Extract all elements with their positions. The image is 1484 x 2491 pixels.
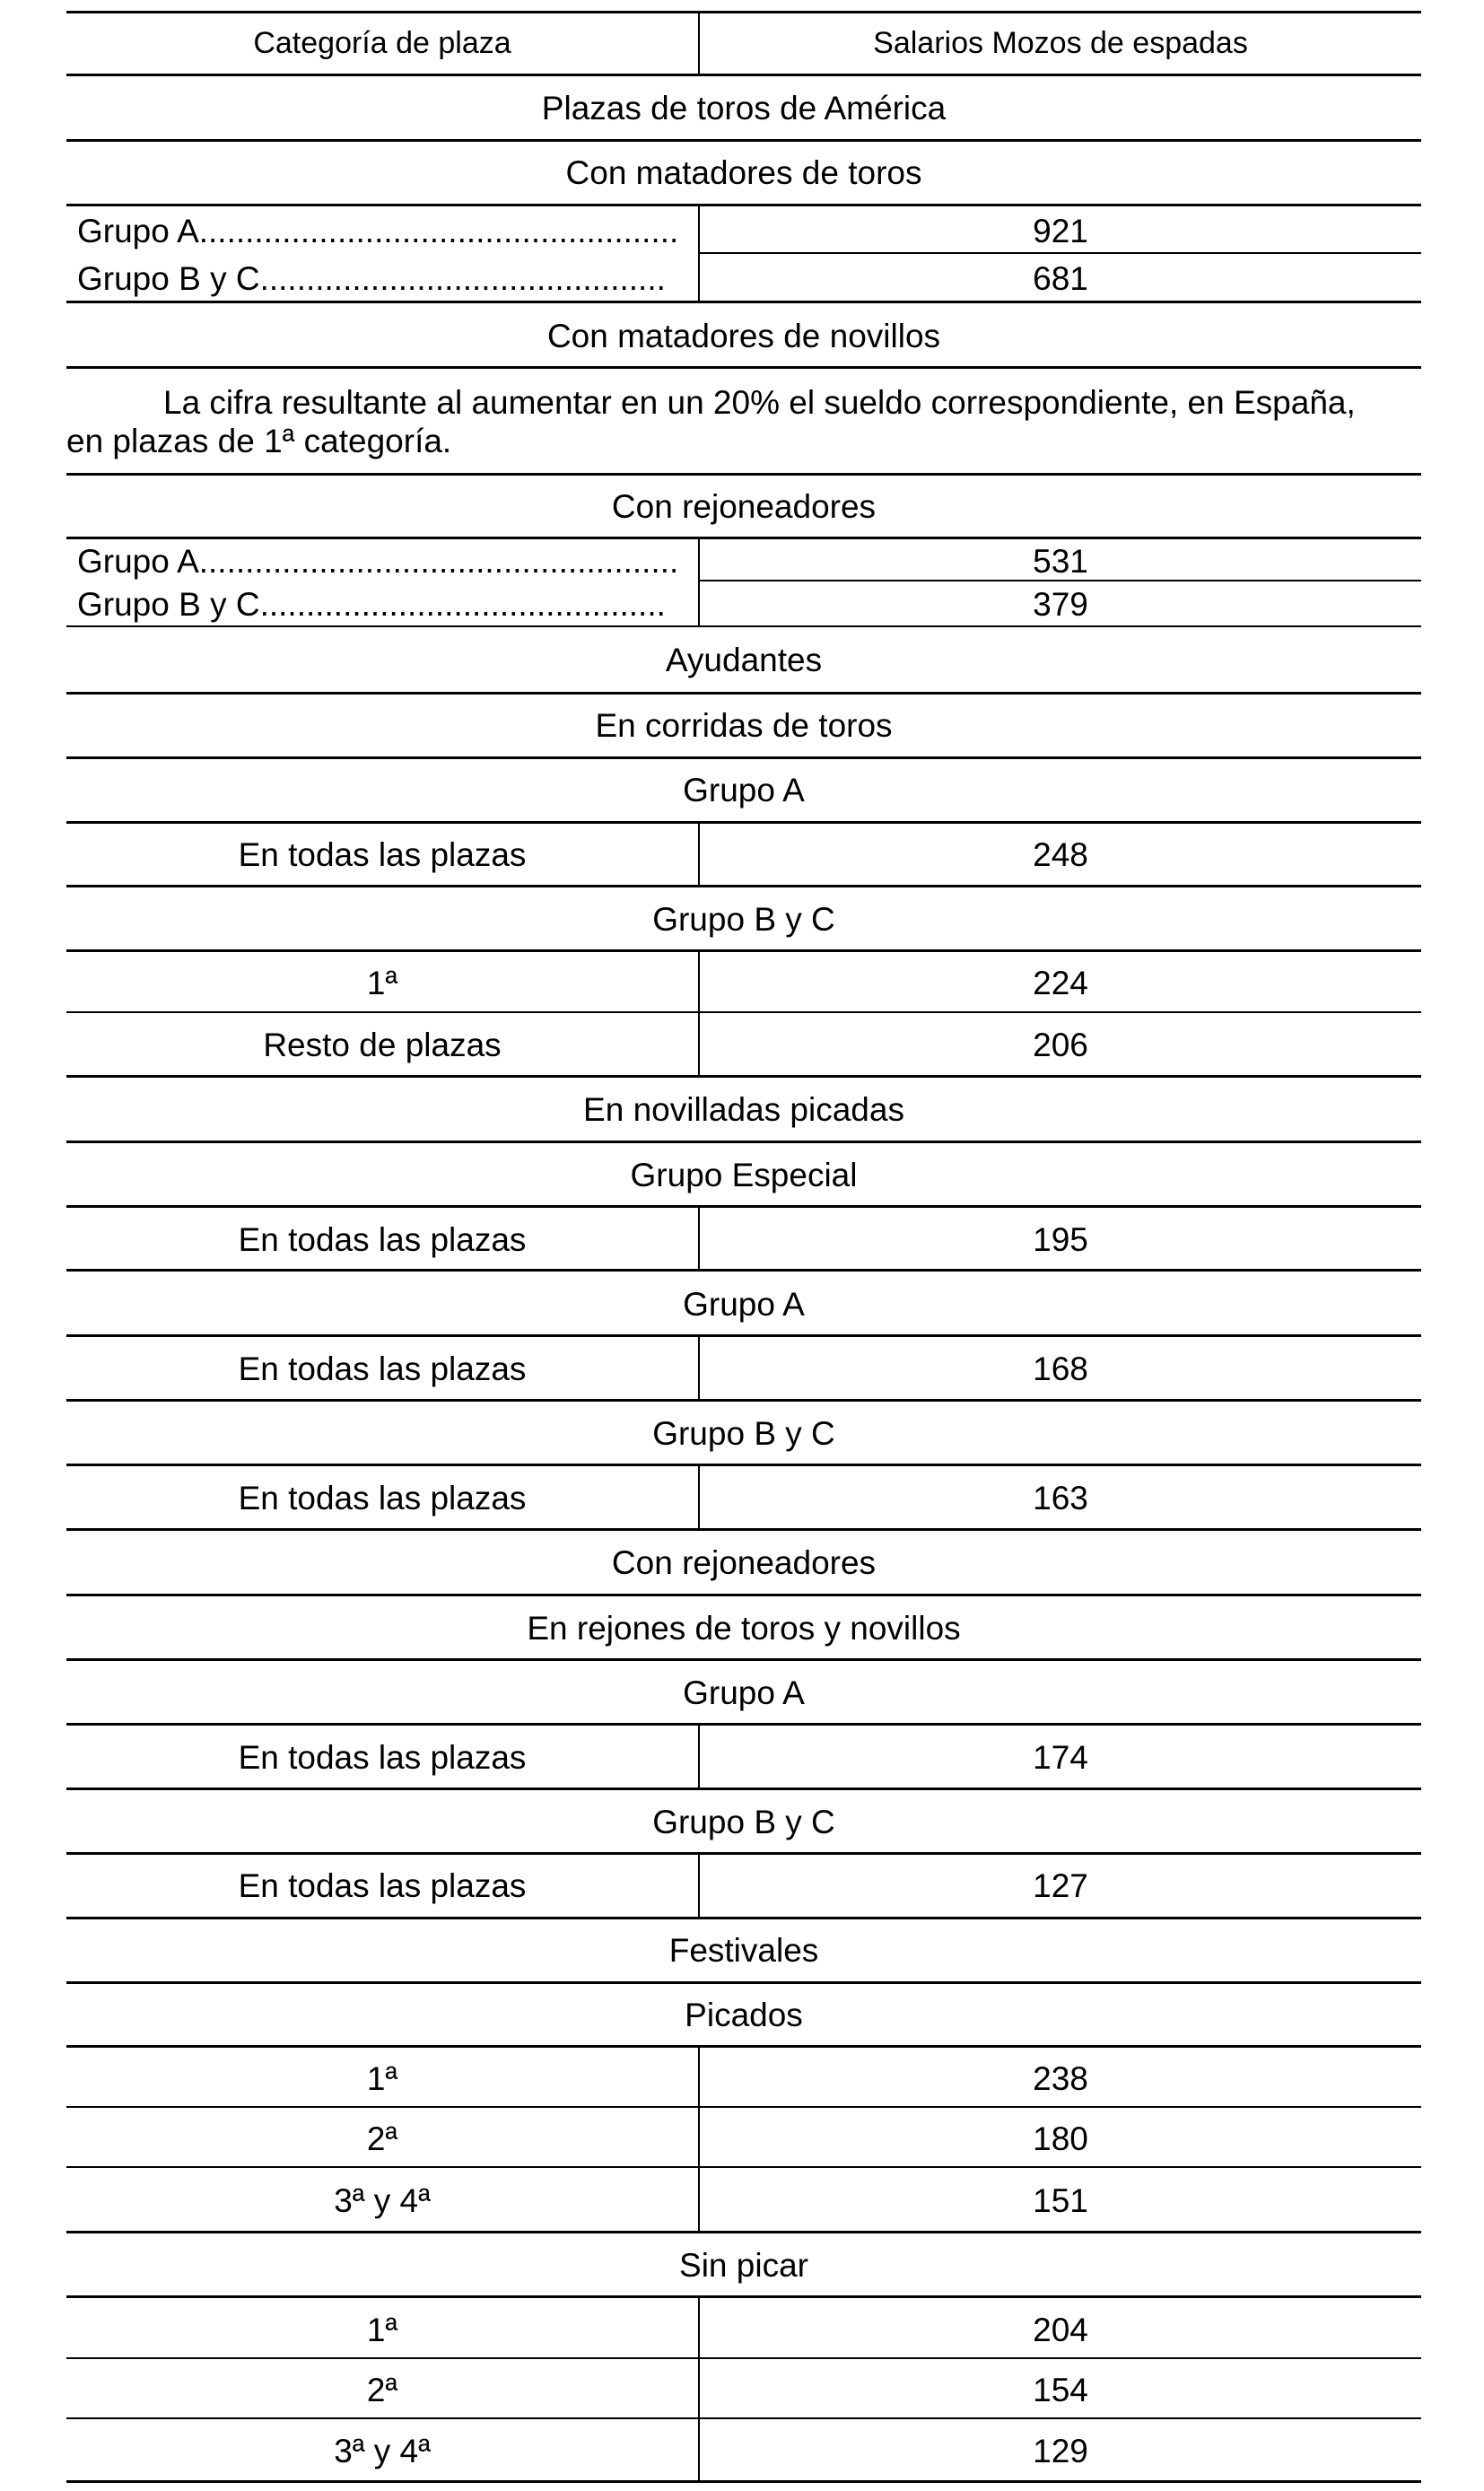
column-divider [698,2295,700,2483]
rule [66,2357,1421,2359]
rule [66,1787,1421,1790]
row-value-r-a: 174 [1033,1739,1088,1776]
section-title-c-grupo-a: Grupo A [683,772,805,808]
column-divider [698,2045,700,2233]
table-header-col1: Categoría de plaza [253,26,511,60]
rule [66,1981,1421,1984]
section-title-festivales: Festivales [668,1932,819,1969]
row-label-rj-grupo-a: Grupo A.................................................... [77,543,679,580]
section-title-n-grupo-a: Grupo A [683,1286,805,1323]
rule [66,821,1421,824]
rule [66,2231,1421,2233]
rule [66,885,1421,887]
section-title-r-grupo-a: Grupo A [683,1674,805,1711]
rule [698,252,1421,254]
row-value-n-a: 168 [1033,1350,1088,1387]
row-label-r-a: En todas las plazas [238,1739,527,1776]
row-value-p-2: 180 [1033,2120,1088,2157]
section-title-rejones: En rejones de toros y novillos [527,1610,961,1647]
row-value-rj-grupo-a: 531 [1033,543,1088,580]
section-title-rejoneadores-2: Con rejoneadores [611,1544,877,1581]
rule [66,2295,1421,2298]
column-divider [698,1334,700,1402]
novillos-note-line1: La cifra resultante al aumentar en un 20% el sueldo correspondiente, en España, [163,384,1356,421]
row-label-p-34: 3ª y 4ª [334,2182,431,2219]
section-title-america: Plazas de toros de América [541,90,947,127]
rule [66,2417,1421,2419]
column-divider [698,1205,700,1272]
rule [66,1334,1421,1337]
rule [66,1594,1421,1596]
column-divider [698,537,700,627]
rule [66,301,1421,303]
table-header-col2: Salarios Mozos de espadas [873,26,1248,60]
row-value-mt-grupo-bc: 681 [1033,260,1088,297]
rule [66,537,1421,539]
section-title-n-grupo-especial: Grupo Especial [630,1157,858,1193]
row-label-mt-grupo-a: Grupo A.................................................... [77,213,679,249]
row-value-s-34: 129 [1033,2433,1088,2469]
rule [66,11,1421,13]
rule [66,1852,1421,1855]
column-divider [698,949,700,1078]
row-value-n-esp: 195 [1033,1221,1088,1258]
row-label-n-a: En todas las plazas [238,1350,527,1387]
rule [66,366,1421,369]
column-divider [698,1723,700,1790]
column-divider [698,821,700,887]
rule [698,580,1421,581]
row-label-r-bc: En todas las plazas [238,1867,527,1904]
section-title-matadores-novillos: Con matadores de novillos [546,318,941,354]
rule [66,1205,1421,1208]
rule [66,1011,1421,1013]
row-label-mt-grupo-bc: Grupo B y C............................................ [77,260,666,297]
row-value-s-2: 154 [1033,2372,1088,2408]
rule [66,1464,1421,1466]
rule [66,692,1421,695]
rule [66,949,1421,952]
rule [66,2166,1421,2168]
rule [66,1723,1421,1726]
column-divider [698,1852,700,1919]
section-title-sin-picar: Sin picar [679,2247,808,2284]
section-title-n-grupo-bc: Grupo B y C [652,1415,835,1452]
rule [66,2106,1421,2108]
row-value-r-bc: 127 [1033,1867,1088,1904]
row-label-p-1: 1ª [366,2060,398,2097]
section-title-novilladas: En novilladas picadas [583,1091,904,1128]
row-value-c-bc-1: 224 [1033,965,1088,1001]
row-value-rj-grupo-bc: 379 [1033,586,1088,623]
rule [66,625,1421,627]
row-label-n-bc: En todas las plazas [238,1480,527,1516]
row-label-n-esp: En todas las plazas [238,1221,527,1258]
rule [66,756,1421,759]
row-label-s-34: 3ª y 4ª [334,2433,431,2469]
row-value-n-bc: 163 [1033,1480,1088,1516]
rule [66,2045,1421,2048]
rule [66,473,1421,476]
section-title-picados: Picados [685,1997,803,2033]
column-divider [698,204,700,303]
row-label-c-a-all: En todas las plazas [238,836,527,873]
row-value-p-1: 238 [1033,2060,1088,2097]
row-value-p-34: 151 [1033,2182,1088,2219]
row-value-c-a-all: 248 [1033,836,1088,873]
section-title-ayudantes: Ayudantes [665,642,823,678]
section-title-c-grupo-bc: Grupo B y C [652,901,835,938]
row-value-s-1: 204 [1033,2312,1088,2348]
row-value-c-bc-rest: 206 [1033,1027,1088,1063]
row-label-c-bc-rest: Resto de plazas [263,1027,502,1063]
row-label-s-2: 2ª [366,2372,398,2408]
rule [66,1917,1421,1919]
rule [66,74,1421,76]
rule [66,1528,1421,1531]
rule [66,139,1421,142]
section-title-corridas: En corridas de toros [595,707,893,744]
novillos-note-line2: en plazas de 1ª categoría. [66,423,452,459]
section-title-matadores-toros: Con matadores de toros [565,154,922,191]
rule [66,1269,1421,1272]
row-value-mt-grupo-a: 921 [1033,213,1088,249]
row-label-c-bc-1: 1ª [366,965,398,1001]
column-divider [698,1464,700,1531]
rule [66,1075,1421,1078]
rule [66,1141,1421,1143]
row-label-rj-grupo-bc: Grupo B y C............................................ [77,586,666,623]
column-divider [698,11,700,76]
rule [66,1399,1421,1402]
row-label-s-1: 1ª [366,2312,398,2348]
row-label-p-2: 2ª [366,2120,398,2157]
section-title-rejoneadores-1: Con rejoneadores [611,488,877,525]
rule [66,2480,1421,2483]
rule [66,204,1421,206]
section-title-r-grupo-bc: Grupo B y C [652,1804,835,1840]
rule [66,1658,1421,1661]
